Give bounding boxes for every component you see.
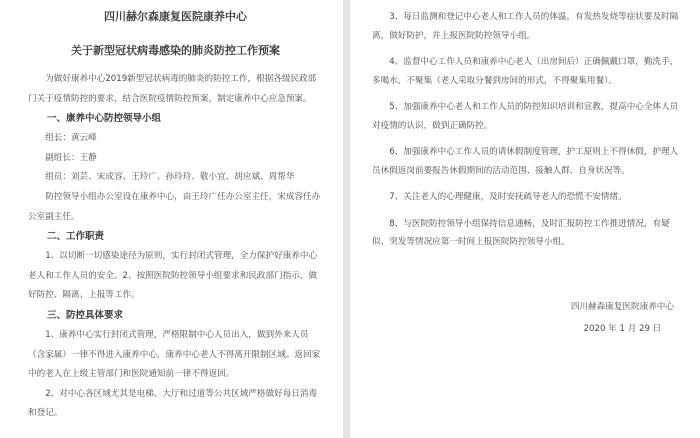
organization-title: 四川赫尔森康复医院康养中心 xyxy=(104,10,247,23)
leader-line: 组长：黄云峰 xyxy=(45,133,97,144)
section-heading-duties: 二、工作职责 xyxy=(47,231,105,243)
document-page-right xyxy=(350,0,700,438)
requirement-item: 6、加强康养中心工作人员的请休假制度管理，护工原则上不得休假，护理人员休假返岗前要报告休假期间的活动范围、接触人群、自身状况等。 xyxy=(372,147,679,176)
page-separator xyxy=(343,0,350,438)
signature-block xyxy=(571,296,674,340)
section-heading-leadership: 一、康养中心防控领导小组 xyxy=(47,113,162,125)
requirement-item: 7、关注老人的心理健康，及时安抚疏导老人的恐慌不安情绪。 xyxy=(389,192,627,202)
requirement-item: 3、每日监测和登记中心老人和工作人员的体温，有发热发烧等症状要及时隔离，做好防护，并上报医院防控领导小组。 xyxy=(372,12,679,41)
deputy-leader-line: 副组长：王静 xyxy=(45,152,97,163)
section-heading-requirements: 三、防控具体要求 xyxy=(47,309,124,321)
duties-paragraph: 1、以切断一切感染途径为原则，实行封闭式管理，全力保护好康养中心老人和工作人员的安全。2、按照医院防控领导小组要求和民政部门指示，做好防控、隔离、上报等工作。 xyxy=(28,251,318,301)
document-title: 关于新型冠状病毒感染的肺炎防控工作预案 xyxy=(71,44,280,57)
intro-paragraph: 为做好康养中心2019新型冠状病毒的肺炎的防控工作，根据各级民政部门关于疫情防控的要求，结合医院疫情防控预案，制定康养中心应急预案。 xyxy=(28,74,317,104)
requirements-list-continued xyxy=(372,8,682,252)
office-paragraph: 防控领导小组办公室设在康养中心，由王玲广任办公室主任，宋成容任办公室副主任。 xyxy=(28,191,321,222)
requirement-item: 4、监督中心工作人员和康养中心老人（出房间后）正确佩戴口罩，勤洗手，多喝水，不聚集（老人采取分餐到房间的形式，不得聚集用餐）。 xyxy=(372,57,679,86)
members-line: 组员：刘芸、宋成容、王玲广、孙玲玲、敬小宜、胡应斌、周帮华 xyxy=(45,172,295,183)
document-page-left xyxy=(0,0,343,438)
requirement-item: 5、加强康养中心老人和工作人员的防控知识培训和宣教，提高中心全体人员对疫情的认识，做到正确防控。 xyxy=(372,102,679,131)
signature-organization: 四川赫森康复医院康养中心 xyxy=(570,302,674,312)
requirement-item: 8、与医院防控领导小组保持信息通畅，及时汇报防控工作推进情况，有疑似、突发等情况应第一时间上报医院防控领导小组。 xyxy=(372,218,670,247)
requirement-item: 1、康养中心实行封闭式管理，严格限制中心人员出入，做到外来人员（含家属）一律不得进入康养中心，康养中心老人不得离开限制区域。返回家中的老人在上级主管部门和医院通知前一律不得返回。 xyxy=(28,329,321,380)
requirement-item: 2、对中心各区域尤其是电梯、大厅和过道等公共区域严格做好每日消毒和登记。 xyxy=(28,388,318,419)
signature-date: 2020 年 1 月 29 日 xyxy=(583,324,662,334)
